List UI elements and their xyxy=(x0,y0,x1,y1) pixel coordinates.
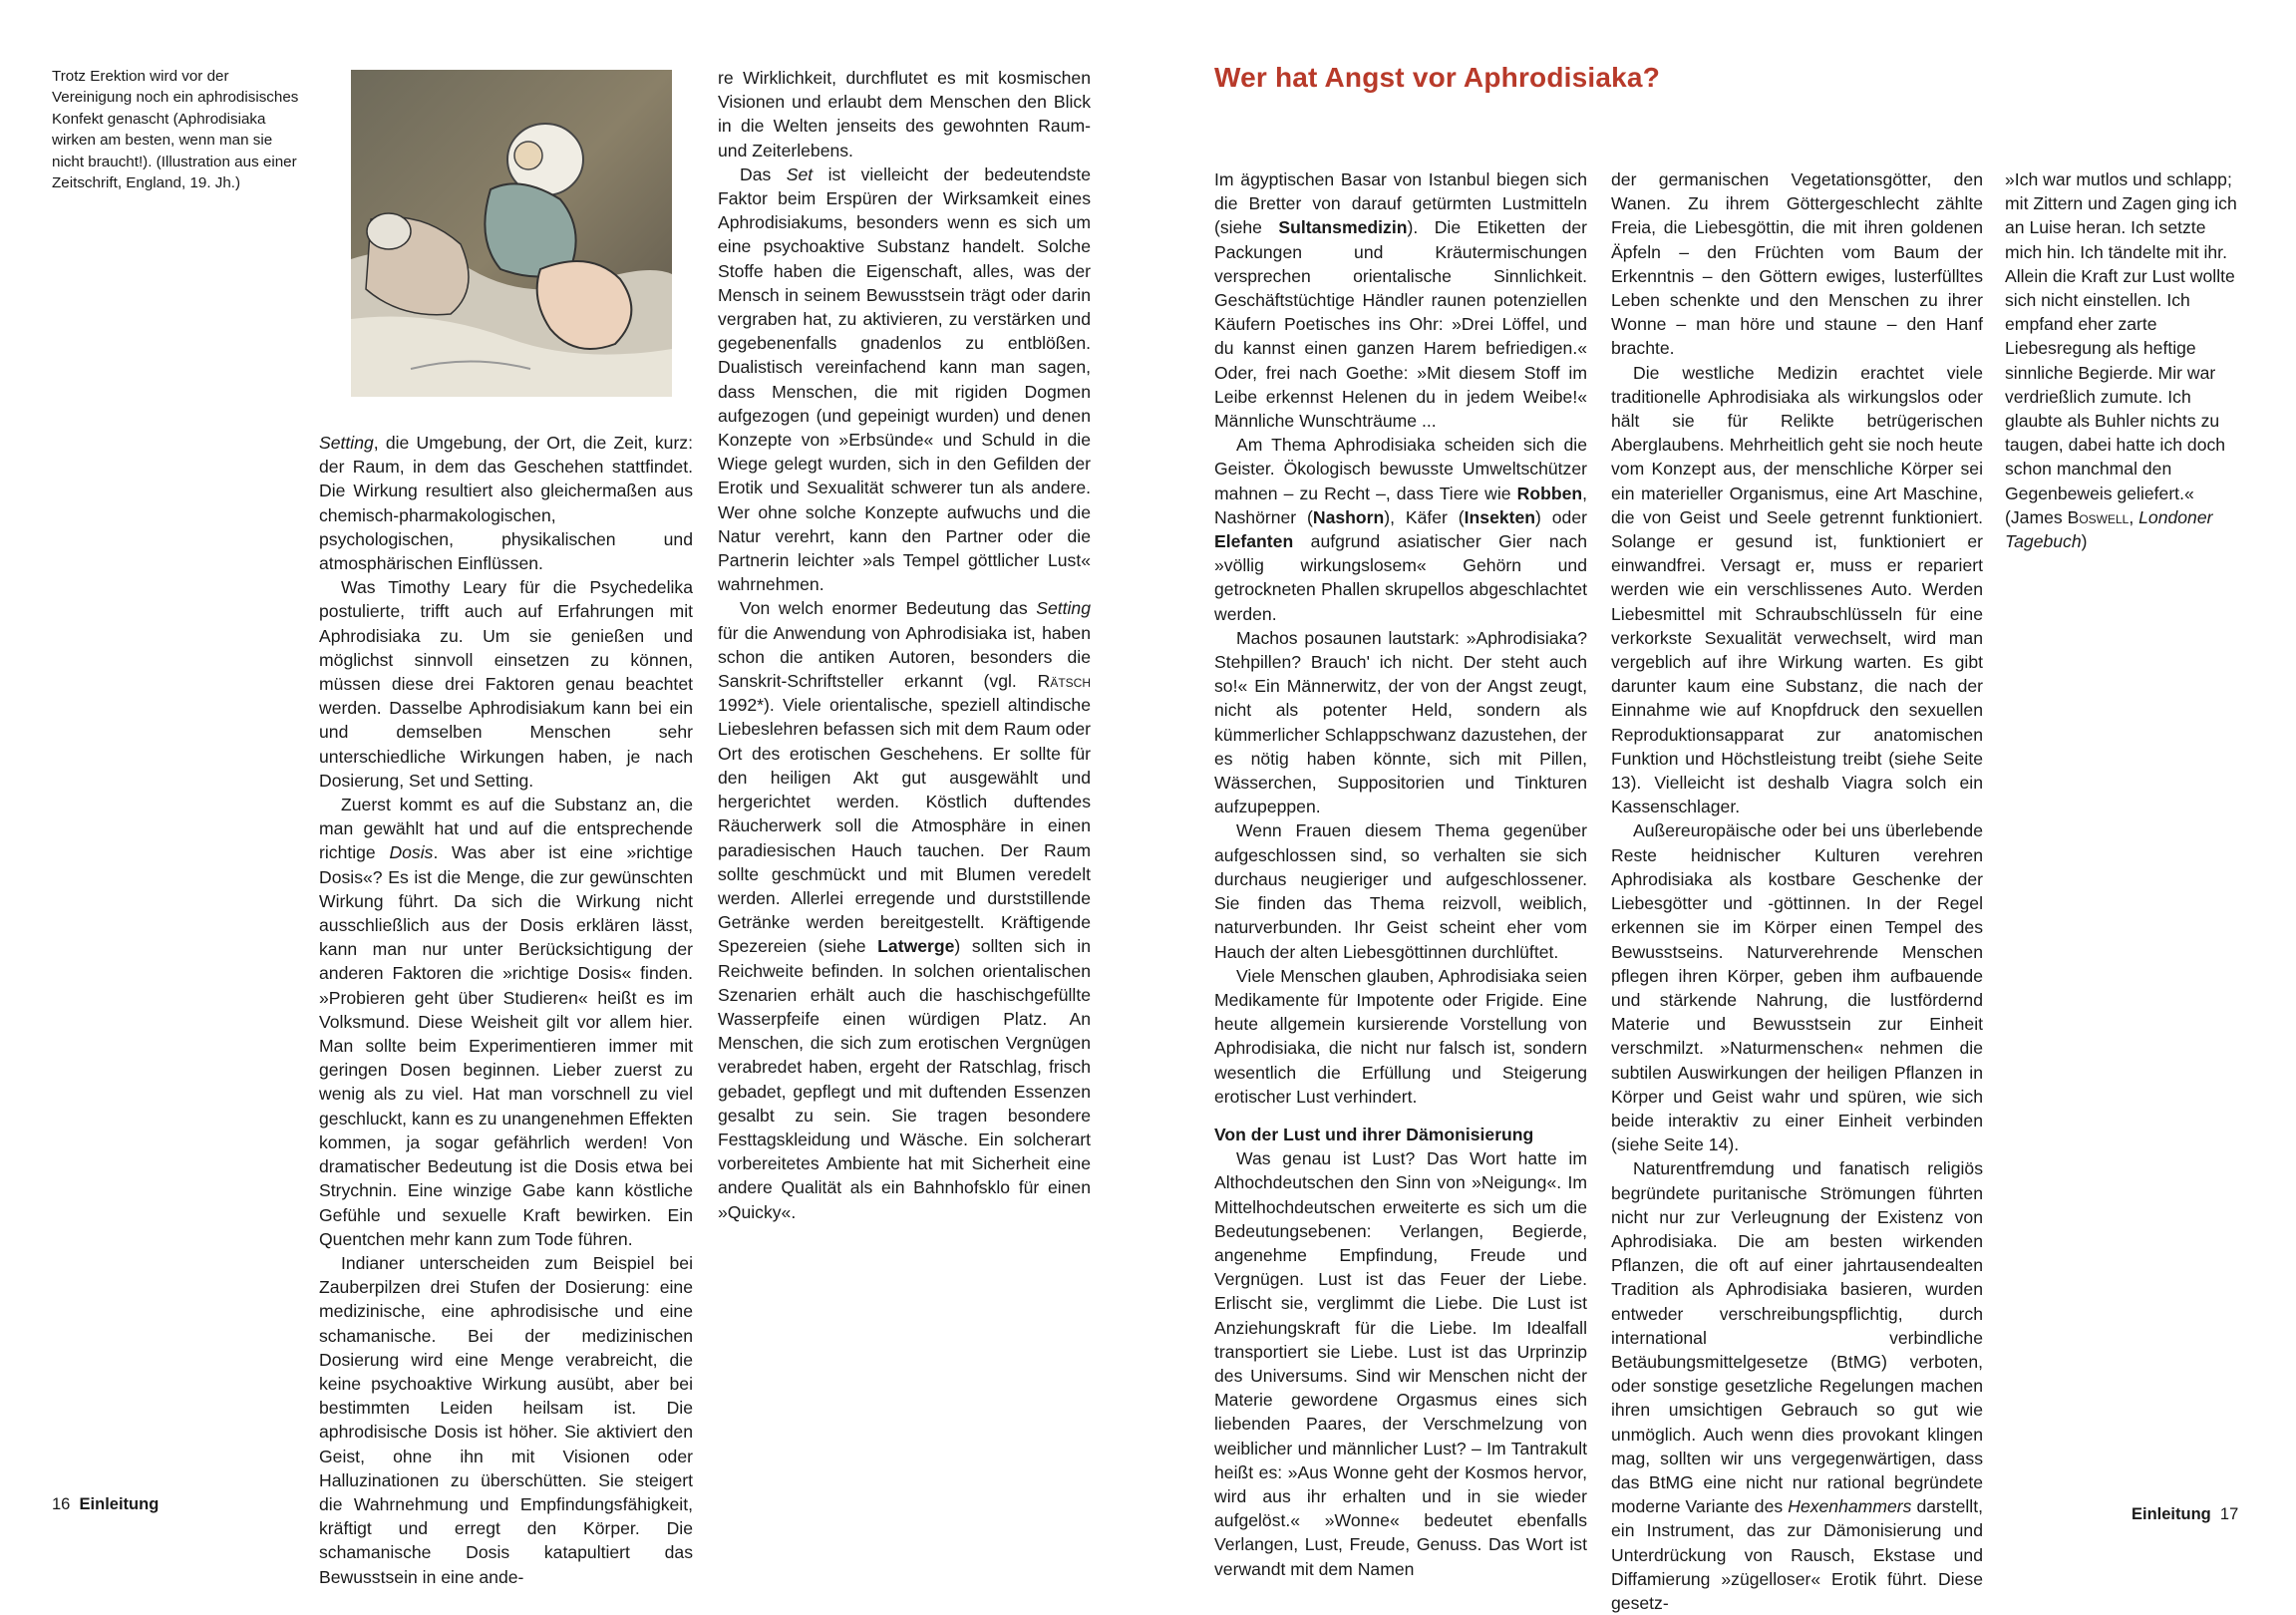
right-col2-paragraph-1: der germanischen Vegetationsgötter, den Wanen. Zu ihrem Göttergeschlecht zählte Freia, die Liebesgöttin, die mit ihren goldenen Äpfeln – den Früchten vom Baum der Erkenntnis – den Göttern ewiges, lusterfülltes Leben schenkte und den Menschen zu ihrer Wonne – man höre und staune – den Hanf brachte. xyxy=(1611,169,1983,359)
left-col2-paragraph-2: Das Set ist vielleicht der bedeutendste Faktor beim Erspüren der Wirksamkeit eines Aphrodisiakums, besonders wenn es sich um eine psychoaktive Substanz handelt. Solche Stoffe haben die Eigenschaft, alles, was der Mensch in seinem Bewusstsein trägt oder darin vergraben hat, zu aktivieren, zu verstärken und gegebenenfalls gnadenlos zu entblößen. Dualistisch vereinfachend kann man sagen, dass Menschen, die mit rigiden Dogmen aufgezogen (und gepeinigt wurden) und denen Konzepte von »Erbsünde« und Schuld in die Wiege gelegt wurden, sich in den Gefilden der Erotik und Sexualität schwerer tun als andere. Wer ohne solche Konzepte aufwuchs und die Natur verehrt, kann den Partner oder die Partnerin leichter »als Tempel göttlicher Lust« wahrnehmen. xyxy=(718,163,1091,595)
left-folio xyxy=(52,1495,159,1514)
right-col1-paragraph-4: Wenn Frauen diesem Thema gegenüber aufgeschlossen sind, so verhalten sie sich durchaus neugieriger und aufgeschlossener. Sie finden das Thema reizvoll, weiblich, naturverbunden. Ihr Geist scheint eher vom Hauch der alten Liebesgöttinnen durchlüftet. xyxy=(1214,820,1587,962)
left-col2-paragraph-3: Von welch enormer Bedeutung das Setting für die Anwendung von Aphrodisiaka ist, haben schon die antiken Autoren, besonders die Sanskrit-Schriftsteller erkannt (vgl. Rätsch 1992*). Viele orientalische, speziell altindische Liebeslehren befassen sich mit dem Raum oder Ort des erotischen Geschehens. Er sollte für den heiligen Akt gut ausgewählt und hergerichtet werden. Köstlich duftendes Räucherwerk soll die Atmosphäre in einen paradiesischen Hauch tauchen. Der Raum sollte geschmückt und mit Blumen veredelt werden. Allerlei erregende und durststillende Getränke werden bereitgestellt. Kräftigende Spezereien (siehe Latwerge) sollten sich in Reichweite befinden. In solchen orientalischen Szenarien erhält auch die haschischgefüllte Wasserpfeife einen würdigen Platz. An Menschen, die sich zum erotischen Vergnügen verabredet haben, ergeht der Ratschlag, frisch gebadet, gepflegt und mit duftenden Essenzen gesalbt zu sein. Sie tragen besondere Festtagskleidung und Wäsche. Ein solcherart vorbereitetes Ambiente hat mit Sicherheit eine andere Qualität als ein Bahnhofsklo für einen »Quicky«. xyxy=(718,598,1091,1222)
right-col1-paragraph-6: Von der Lust und ihrer Dämonisierung xyxy=(1214,1124,1534,1144)
right-col1-paragraph-5: Viele Menschen glauben, Aphrodisiaka seien Medikamente für Impotente oder Frigide. Eine heute allgemein kursierende Vorstellung von Aphrodisiaka, die nicht nur falsch ist, sondern wesentlich die Erfüllung und Steigerung erotischer Lust verhindert. xyxy=(1214,965,1587,1107)
illustration-image xyxy=(351,70,672,397)
left-col1-paragraph-1: Setting, die Umgebung, der Ort, die Zeit, kurz: der Raum, in dem das Geschehen stattfindet. Die Wirkung resultiert also gleichermaßen aus chemisch-pharmakologischen, psychologischen, physikalischen und atmosphärischen Einflüssen. xyxy=(319,433,693,574)
right-col1-paragraph-1: Im ägyptischen Basar von Istanbul biegen sich die Bretter von darauf getürmten Lustmitteln (siehe Sultansmedizin). Die Etiketten der Packungen und Kräutermischungen versprechen orientalische Sinnlichkeit. Geschäftstüchtige Händler raunen potenziellen Käufern Poetisches ins Ohr: »Drei Löffel, und du kannst einen ganzen Harem befriedigen.« Oder, frei nach Goethe: »Mit diesem Stoff im Leibe erkennst Helenen du in jedem Weibe!« Männliche Wunschträume ... xyxy=(1214,169,1587,432)
boswell-quote: »Ich war mutlos und schlapp; mit Zittern und Zagen ging ich an Luise heran. Ich setzte mich hin. Ich tändelte mit ihr. Allein die Kraft zur Lust wollte sich nicht einstellen. Ich empfand eher zarte Liebesregung als heftige sinnliche Begierde. Mir war verdrießlich zumute. Ich glaubte als Buhler nichts zu taugen, dabei hatte ich doch schon manchmal den Gegenbeweis geliefert.« (James Boswell, Londoner Tagebuch) xyxy=(2005,169,2237,552)
right-page-column-2 xyxy=(1611,167,1983,1615)
right-running-head: Einleitung xyxy=(2132,1505,2211,1523)
right-col2-paragraph-2: Die westliche Medizin erachtet viele traditionelle Aphrodisiaka als wirkungslos oder hält sie für Relikte betrügerischen Aberglaubens. Mehrheitlich geht sie noch heute vom Konzept aus, der menschliche Körper sei ein materieller Organismus, eine Art Maschine, die von Geist und Seele getrennt funktioniert. Solange er gesund ist, funktioniert er einwandfrei. Versagt er, muss er repariert werden wie ein verschlissenes Auto. Werden Liebesmittel mit Schraubschlüsseln für eine verkorkste Sexualität verwechselt, wird man vergeblich auf ihre Wirkung warten. Es gibt darunter kaum eine Substanz, die nach der Einnahme wie auf Knopfdruck den sexuellen Reproduktionsapparat zur anatomischen Funktion und Höchstleistung treibt (siehe Seite 13). Vielleicht ist deshalb Viagra solch ein Kassenschlager. xyxy=(1611,362,1983,817)
left-page-column-1 xyxy=(319,431,693,1589)
right-col1-paragraph-3: Machos posaunen lautstark: »Aphrodisiaka? Stehpillen? Brauch' ich nicht. Der steht auch so!« Ein Männerwitz, der von der Angst zeugt, nicht als potenter Held, sondern als kümmerlicher Schlappschwanz dazustehen, der es nötig haben könnte, sich mit Pillen, Wässerchen, Suppositorien und Tinkturen aufzupeppen. xyxy=(1214,627,1587,817)
right-col1-paragraph-7: Was genau ist Lust? Das Wort hatte im Althochdeutschen den Sinn von »Neigung«. Im Mittelhochdeutschen erweiterte es sich um die Bedeutungsebenen: Verlangen, Begierde, angenehme Empfindung, Freude und Vergnügen. Lust ist das Feuer der Liebe. Erlischt sie, verglimmt die Liebe. Die Lust ist Anziehungskraft für die Liebe. Im Idealfall transportiert sie Liebe. Lust ist das Urprinzip des Universums. Sind wir Menschen nicht der Materie gewordene Orgasmus eines sich liebenden Paares, der Verschmelzung von weiblicher und männlicher Lust? – Im Tantrakult heißt es: »Aus Wonne geht der Kosmos hervor, wird aus ihr erhalten und in sie wieder aufgelöst.« »Wonne« bedeutet ebenfalls Verlangen, Lust, Freude, Genuss. Das Wort ist verwandt mit dem Namen xyxy=(1214,1148,1587,1579)
left-col1-paragraph-3: Zuerst kommt es auf die Substanz an, die man gewählt hat und auf die entsprechende richtige Dosis. Was aber ist eine »richtige Dosis«? Es ist die Menge, die zur gewünschten Wirkung führt. Da sich die Wirkung nicht ausschließlich aus der Dosis erklären lässt, kann man nur unter Berücksichtigung der anderen Faktoren die »richtige Dosis« finden. »Probieren geht über Studieren« heißt es im Volksmund. Diese Weisheit gilt vor allem hier. Man sollte beim Experimentieren immer mit geringen Dosen beginnen. Lieber zuerst zu wenig als zu viel. Hat man vorschnell zu viel geschluckt, kann es zu unangenehmen Effekten kommen, ja sogar gefährlich werden! Von dramatischer Bedeutung ist die Dosis etwa bei Strychnin. Eine winzige Gabe kann köstliche Gefühle und sexuelle Kraft bewirken. Ein Quentchen mehr kann zum Tode führen. xyxy=(319,795,693,1249)
left-col1-paragraph-2: Was Timothy Leary für die Psychedelika postulierte, trifft auch auf Erfahrungen mit Aphrodisiaka zu. Um sie genießen und möglichst sinnvoll einsetzen zu können, müssen diese drei Faktoren genau beachtet werden. Dasselbe Aphrodisiakum kann bei ein und demselben Menschen sehr unterschiedliche Wirkungen haben, je nach Dosierung, Set und Setting. xyxy=(319,577,693,791)
illustration-caption: Trotz Erektion wird vor der Vereinigung noch ein aphrodisisches Konfekt genascht (Aphrodisiaka wirken am besten, wenn man sie nicht braucht!). (Illustration aus einer Zeitschrift, England, 19. Jh.) xyxy=(52,68,299,192)
right-col1-paragraph-2: Am Thema Aphrodisiaka scheiden sich die Geister. Ökologisch bewusste Umweltschützer mahnen – zu Recht –, dass Tiere wie Robben, Nashörner (Nashorn), Käfer (Insekten) oder Elefanten aufgrund asiatischer Gier nach »völlig wirkungslosem« Gehörn und getrockneten Phallen skrupellos abgeschlachtet werden. xyxy=(1214,435,1587,624)
left-page-column-2 xyxy=(718,66,1091,1224)
right-page-number: 17 xyxy=(2219,1505,2239,1523)
left-col1-paragraph-4: Indianer unterscheiden zum Beispiel bei Zauberpilzen drei Stufen der Dosierung: eine medizinische, eine aphrodisische und eine schamanische. Bei der medizinischen Dosierung wird eine Menge verabreicht, die keine psychoaktive Wirkung ausübt, aber bei bestimmten Leiden heilsam ist. Die aphrodisische Dosis ist höher. Sie aktiviert den Geist, ohne ihn mit Visionen oder Halluzinationen zu überschütten. Sie steigert die Wahrnehmung und Empfindungsfähigkeit, kräftigt und erregt den Körper. Die schamanische Dosis katapultiert das Bewusstsein in eine ande- xyxy=(319,1252,693,1587)
right-page-column-1 xyxy=(1214,167,1587,1581)
left-page-number: 16 xyxy=(52,1495,71,1513)
left-col2-paragraph-1: re Wirklichkeit, durchflutet es mit kosmischen Visionen und erlaubt dem Menschen den Blick in die Welten jenseits des gewohnten Raum- und Zeiterlebens. xyxy=(718,68,1091,161)
engraving-illustration xyxy=(351,70,672,397)
chapter-title: Wer hat Angst vor Aphrodisiaka? xyxy=(1214,62,1661,93)
right-folio xyxy=(2132,1505,2238,1524)
right-col2-paragraph-3: Außereuropäische oder bei uns überlebende Reste heidnischer Kulturen verehren Aphrodisiaka als kostbare Geschenke der Liebesgötter und -göttinnen. In der Regel erkennen sie im Körper einen Tempel des Bewusstseins. Naturverehrende Menschen pflegen ihren Körper, geben ihm aufbauende und stärkende Nahrung, die lustfördernd Materie und Bewusstsein zur Einheit verschmilzt. »Naturmenschen« nehmen die subtilen Auswirkungen der heiligen Pflanzen in Körper und Geist wahr und spüren, wie sich beide interaktiv zu einer Einheit verbinden (siehe Seite 14). xyxy=(1611,820,1983,1155)
left-running-head: Einleitung xyxy=(79,1495,160,1513)
right-col2-paragraph-4: Naturentfremdung und fanatisch religiös begründete puritanische Strömungen führten nicht nur zur Verleugnung der Existenz von Aphrodisiaka. Die am besten wirkenden Pflanzen, die oft auf einer jahrtausendealten Tradition als Aphrodisiaka basieren, wurden entweder verschreibungspflichtig, durch international verbindliche Betäubungsmittelgesetze (BtMG) verboten, oder sonstige gesetzliche Regelungen machen ihren umsichtigen Gebrauch so gut wie unmöglich. Auch wenn dies provokant klingen mag, sollten wir uns vergegenwärtigen, dass das BtMG eine nicht nur rational begründete moderne Variante des Hexenhammers darstellt, ein Instrument, das zur Dämonisierung und Unterdrückung von Rausch, Ekstase und Diffamierung »zügelloser« Erotik führt. Diese gesetz- xyxy=(1611,1158,1983,1613)
